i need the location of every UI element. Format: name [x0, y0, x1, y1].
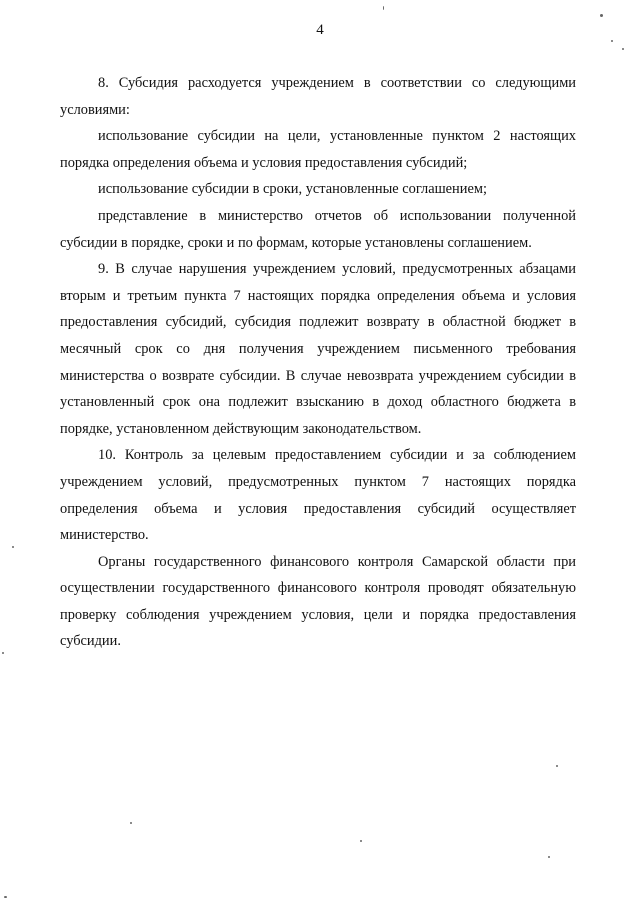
paragraph-condition-purpose: использование субсидии на цели, установленные пунктом 2 настоящих порядка определения объема и условия предоставления субсидий;	[60, 128, 576, 171]
scan-speck	[600, 14, 603, 17]
scan-speck	[360, 840, 362, 842]
scan-speck	[12, 546, 14, 548]
page-number: 4	[316, 22, 324, 38]
document-body	[60, 70, 576, 655]
scan-speck	[2, 652, 4, 654]
scan-speck	[383, 6, 384, 10]
scan-speck	[622, 48, 624, 50]
paragraph-financial-control: Органы государственного финансового контроля Самарской области при осуществлении государственного финансового контроля проводят обязательную проверку соблюдения учреждением условия, цели и порядка предоставления субсидии.	[60, 553, 576, 650]
scan-speck	[130, 822, 132, 824]
paragraph-condition-terms: использование субсидии в сроки, установленные соглашением;	[98, 181, 487, 198]
paragraph-condition-reports: представление в министерство отчетов об использовании полученной субсидии в порядке, сроки и по формам, которые установлены соглашением.	[60, 207, 576, 251]
paragraph-item-10: 10. Контроль за целевым предоставлением субсидии и за соблюдением учреждением условий, предусмотренных пунктом 7 настоящих порядка определения объема и условия предоставления субсидий осуществляет министерство.	[60, 447, 576, 544]
scan-speck	[548, 856, 550, 858]
scan-speck	[556, 765, 558, 767]
scan-speck	[4, 896, 7, 898]
paragraph-item-9: 9. В случае нарушения учреждением условий, предусмотренных абзацами вторым и третьим пункта 7 настоящих порядка определения объема и условия предоставления субсидий, субсидия подлежит возврату в областной бюджет в месячный срок со дня получения учреждением письменного требования министерства о возврате субсидии. В случае невозврата учреждением субсидии в установленный срок она подлежит взысканию в доход областного бюджета в порядке, установленном действующим законодательством.	[60, 261, 576, 437]
paragraph-item-8: 8. Субсидия расходуется учреждением в соответствии со следующими условиями:	[60, 75, 576, 118]
scan-speck	[611, 40, 613, 42]
